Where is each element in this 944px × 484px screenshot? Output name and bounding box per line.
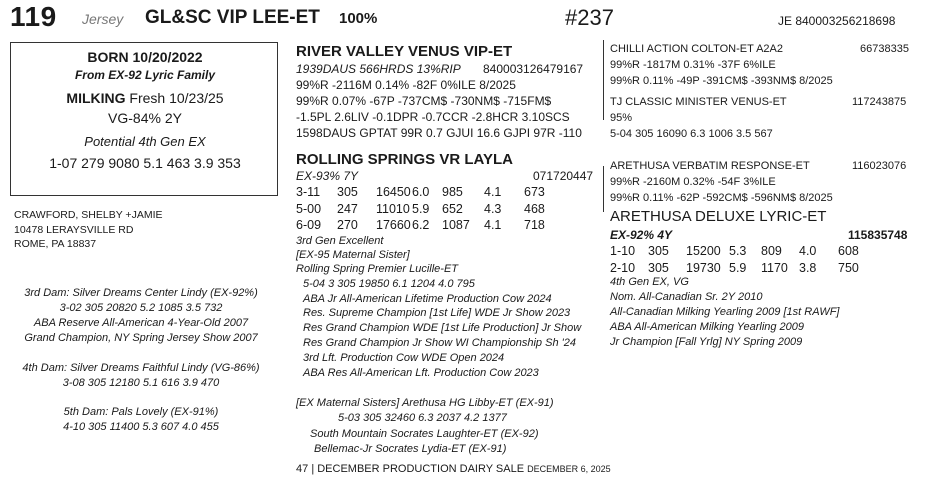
third-dam-record: 3-02 305 20820 5.2 1085 3.5 732 — [59, 302, 223, 314]
footer — [296, 463, 611, 475]
milking-label: MILKING — [66, 90, 126, 106]
dam-dam-record-cell: 1170 — [761, 260, 788, 275]
milking-value: Fresh 10/23/25 — [129, 90, 224, 106]
dam-dam-record-cell: 305 — [648, 260, 669, 275]
dam-record-cell: 5-00 — [296, 201, 322, 216]
dam-sire-line-1: 99%R -2160M 0.32% -54F 3%ILE — [610, 176, 776, 188]
sire-sire-registration: 66738335 — [860, 43, 909, 55]
dam-record-cell: 4.1 — [484, 218, 502, 232]
dam-sire-name: ARETHUSA VERBATIM RESPONSE-ET — [610, 160, 810, 172]
pedigree-bracket — [603, 40, 604, 120]
dam-dam-record-cell: 5.9 — [729, 260, 747, 275]
sale-date: DECEMBER 6, 2025 — [527, 464, 611, 474]
sale-title: DECEMBER PRODUCTION DAIRY SALE — [317, 463, 525, 475]
dam-note: Res Grand Champion Jr Show WI Championship Sh '24 — [303, 337, 576, 349]
dam-dam-note: 4th Gen EX, VG — [610, 276, 689, 288]
sire-sire-line-1: 99%R -1817M 0.31% -37F 6%ILE — [610, 59, 776, 71]
dam-dam-score: EX-92% 4Y — [610, 228, 673, 242]
owner-city: ROME, PA 18837 — [14, 238, 97, 250]
dam-note: [EX-95 Maternal Sister] — [296, 249, 410, 261]
owner-name: CRAWFORD, SHELBY +JAMIE — [14, 209, 163, 221]
dam-dam-record-cell: 608 — [838, 244, 859, 258]
sire-dam-registration: 117243875 — [852, 96, 907, 108]
dam-dam-record-cell: 19730 — [686, 260, 721, 275]
dam-note: Res. Supreme Champion [1st Life] WDE Jr Show 2023 — [303, 307, 571, 319]
catalog-number: #237 — [565, 5, 614, 30]
maternal-sister-2: South Mountain Socrates Laughter-ET (EX-92) — [310, 428, 539, 440]
sire-name: RIVER VALLEY VENUS VIP-ET — [296, 43, 513, 60]
dam-dam-name: ARETHUSA DELUXE LYRIC-ET — [610, 208, 827, 225]
sire-dam-line-2: 5-04 305 16090 6.3 1006 3.5 567 — [610, 128, 773, 140]
dam-record-cell: 11010 — [376, 201, 410, 216]
dam-sire-registration: 116023076 — [852, 160, 907, 172]
dam-record-cell: 718 — [524, 218, 545, 232]
dam-dam-registration: 115835748 — [848, 228, 908, 242]
dam-record-cell: 270 — [337, 218, 358, 232]
page-number: 47 — [296, 463, 309, 475]
potential-note: Potential 4th Gen EX — [84, 134, 206, 149]
info-box — [10, 42, 278, 196]
dam-dam-record-cell: 5.3 — [729, 244, 747, 258]
family-line: From EX-92 Lyric Family — [74, 68, 216, 82]
third-dam-award-2: Grand Champion, NY Spring Jersey Show 2007 — [24, 332, 258, 344]
dam-note: 5-04 3 305 19850 6.1 1204 4.0 795 — [303, 278, 475, 290]
sire-registration: 840003126479167 — [483, 62, 584, 76]
animal-name: GL&SC VIP LEE-ET — [145, 7, 320, 28]
fifth-dam-record: 4-10 305 11400 5.3 607 4.0 455 — [63, 421, 219, 433]
dam-record-cell: 5.9 — [412, 201, 430, 216]
sire-sire-name: CHILLI ACTION COLTON-ET A2A2 — [610, 43, 783, 55]
dam-dam-note: Jr Champion [Fall Yrlg] NY Spring 2009 — [610, 336, 803, 348]
fourth-dam-name: 4th Dam: Silver Dreams Faithful Lindy (VG-86%) — [22, 362, 260, 374]
dam-record-cell: 247 — [337, 201, 358, 216]
dam-note: ABA Res All-American Lft. Production Cow 2023 — [303, 367, 539, 379]
dam-note: 3rd Lft. Production Cow WDE Open 2024 — [303, 352, 505, 364]
pedigree-bracket — [603, 166, 604, 212]
dam-dam-record-cell: 750 — [838, 260, 859, 275]
maternal-sister-record: 5-03 305 32460 6.3 2037 4.2 1377 — [338, 412, 507, 424]
sire-dam-line-1: 95% — [610, 112, 633, 124]
sire-line-5: 1598DAUS GPTAT 99R 0.7 GJUI 16.6 GJPI 97R -110 — [296, 126, 582, 140]
sire-line-3: 99%R 0.07% -67P -737CM$ -730NM$ -715FM$ — [296, 94, 552, 108]
lot-number: 119 — [10, 1, 57, 32]
dam-note: 3rd Gen Excellent — [296, 235, 384, 247]
registration-number: JE 840003256218698 — [778, 14, 896, 28]
dam-dam-record-cell: 3.8 — [799, 260, 817, 275]
sire-line-2: 99%R -2116M 0.14% -82F 0%ILE 8/2025 — [296, 78, 516, 92]
milking-status — [11, 90, 279, 106]
breed-label: Jersey — [82, 11, 124, 27]
sire-line-4: -1.5PL 2.6LIV -0.1DPR -0.7CCR -2.8HCR 3.10SCS — [296, 110, 570, 124]
dam-record-cell: 4.3 — [484, 201, 502, 216]
dam-record-cell: 6.2 — [412, 218, 430, 232]
dam-dam-record-cell: 4.0 — [799, 244, 817, 258]
dam-score: EX-93% 7Y — [296, 169, 359, 183]
dam-record-cell: 4.1 — [484, 185, 502, 199]
third-dam-award-1: ABA Reserve All-American 4-Year-Old 2007 — [33, 317, 249, 329]
dam-record-cell: 305 — [337, 185, 358, 199]
classification-score: VG-84% 2Y — [108, 110, 182, 126]
dam-record-cell: 3-11 — [296, 185, 321, 199]
maternal-sisters-header: [EX Maternal Sisters] Arethusa HG Libby-ET (EX-91) — [296, 397, 554, 409]
footer-separator: | — [311, 463, 315, 475]
sire-sire-line-2: 99%R 0.11% -49P -391CM$ -393NM$ 8/2025 — [610, 75, 833, 87]
dam-record-cell: 17660 — [376, 218, 411, 232]
dam-dam-note: ABA All-American Milking Yearling 2009 — [610, 321, 805, 333]
maternal-sister-3: Bellemac-Jr Socrates Lydia-ET (EX-91) — [314, 443, 507, 455]
dam-note: Res Grand Champion WDE [1st Life Production] Jr Show — [303, 322, 582, 334]
dam-dam-note: All-Canadian Milking Yearling 2009 [1st RAWF] — [610, 306, 840, 318]
dam-record-cell: 673 — [524, 185, 545, 199]
dam-name: ROLLING SPRINGS VR LAYLA — [296, 151, 513, 168]
dam-record-cell: 652 — [442, 201, 463, 216]
fourth-dam-record: 3-08 305 12180 5.1 616 3.9 470 — [62, 377, 220, 389]
dam-sire-line-2: 99%R 0.11% -62P -592CM$ -596NM$ 8/2025 — [610, 192, 833, 204]
production-record: 1-07 279 9080 5.1 463 3.9 353 — [49, 155, 241, 171]
fifth-dam-name: 5th Dam: Pals Lovely (EX-91%) — [63, 406, 219, 418]
dam-record-cell: 1087 — [442, 218, 470, 232]
sire-line-1: 1939DAUS 566HRDS 13%RIP — [296, 62, 461, 76]
third-dam-name: 3rd Dam: Silver Dreams Center Lindy (EX-92%) — [24, 287, 258, 299]
dam-record-cell: 6-09 — [296, 218, 322, 232]
dam-record-cell: 468 — [524, 201, 545, 216]
dam-record-cell: 16450 — [376, 185, 411, 199]
dam-note: Rolling Spring Premier Lucille-ET — [296, 263, 459, 275]
owner-street: 10478 LERAYSVILLE RD — [14, 224, 134, 236]
dam-dam-record-cell: 1-10 — [610, 244, 636, 258]
dam-record-cell: 985 — [442, 185, 463, 199]
dam-dam-record-cell: 2-10 — [610, 260, 636, 275]
dam-dam-record-cell: 809 — [761, 244, 782, 258]
dam-record-cell: 6.0 — [412, 185, 430, 199]
dam-registration: 071720447 — [533, 169, 594, 183]
dam-dam-record-cell: 305 — [648, 244, 669, 258]
dam-dam-note: Nom. All-Canadian Sr. 2Y 2010 — [610, 291, 763, 303]
percent-label: 100% — [339, 10, 378, 27]
sire-dam-name: TJ CLASSIC MINISTER VENUS-ET — [610, 96, 787, 108]
dam-note: ABA Jr All-American Lifetime Production Cow 2024 — [303, 293, 552, 305]
dam-dam-record-cell: 15200 — [686, 244, 721, 258]
born-date: BORN 10/20/2022 — [87, 49, 203, 65]
